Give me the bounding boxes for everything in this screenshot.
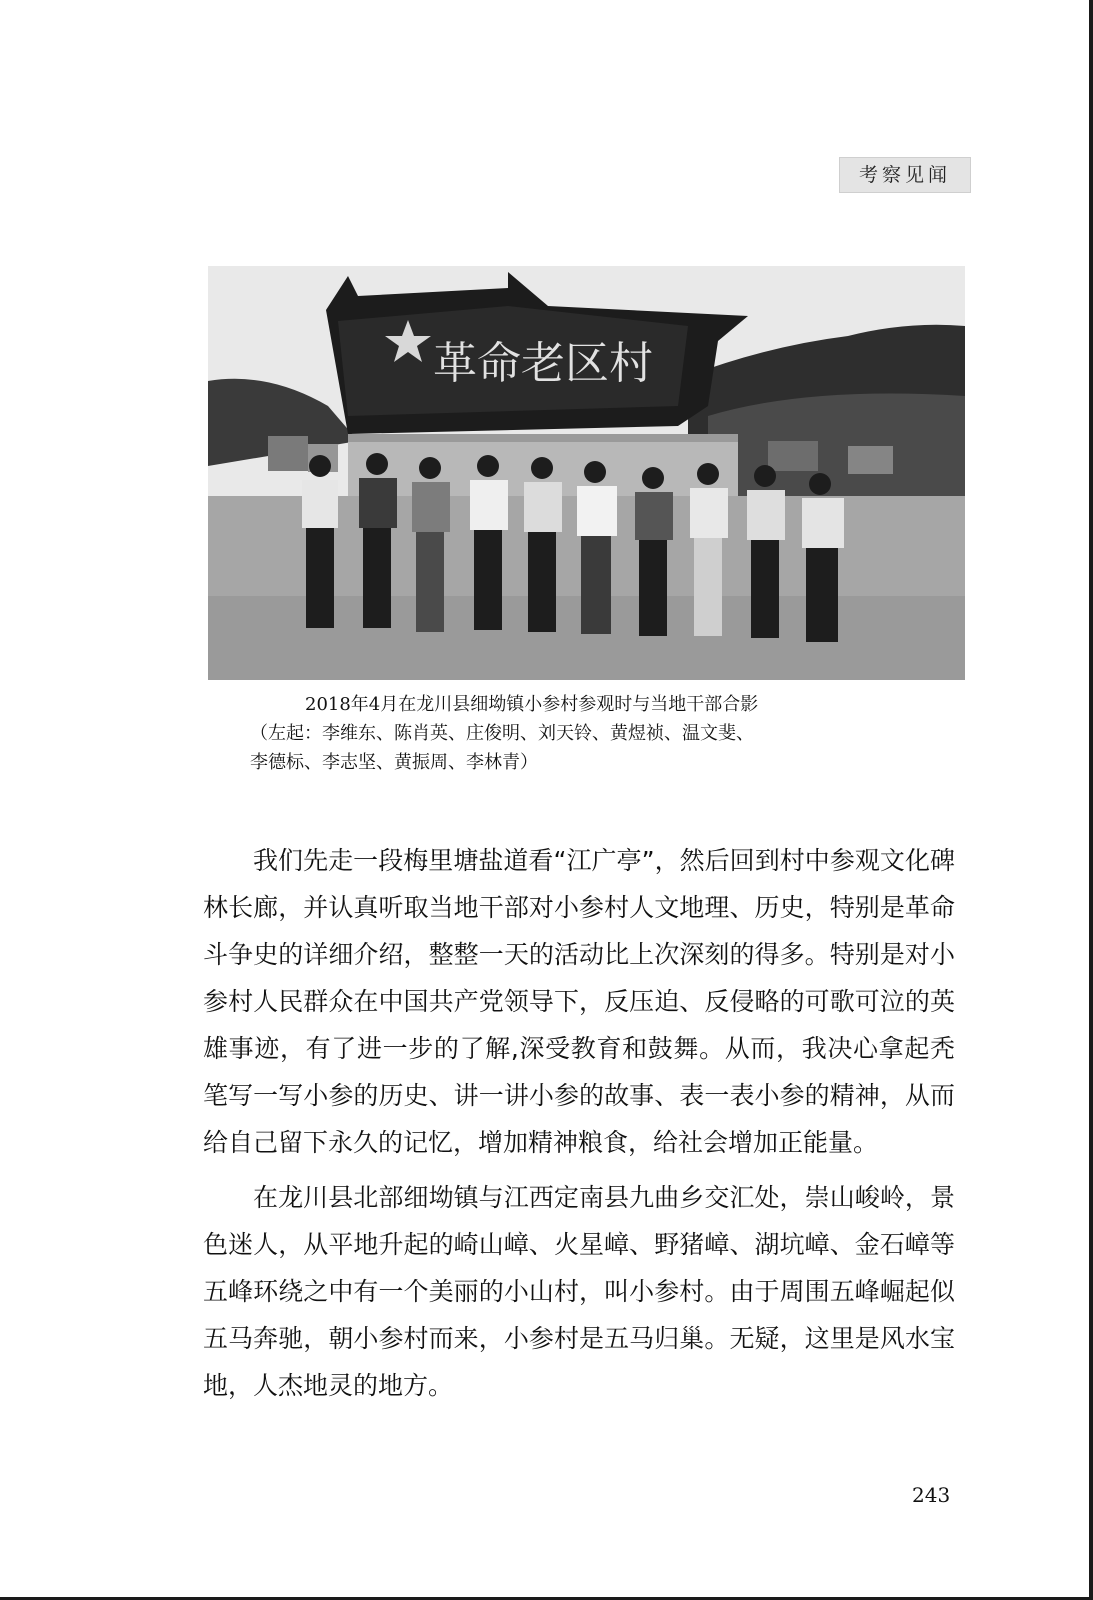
paragraph: 在龙川县北部细坳镇与江西定南县九曲乡交汇处，崇山峻岭，景色迷人，从平地升起的崎山嶂、火星嶂、野猪嶂、湖坑嶂、金石嶂等五峰环绕之中有一个美丽的小山村，叫小参村。由于周围五峰崛起似五马奔驰，朝小参村而来，小参村是五马归巢。无疑，这里是风水宝地，人杰地灵的地方。: [203, 1183, 955, 1400]
section-tag: 考察见闻: [839, 157, 971, 193]
caption-line: 李德标、李志坚、黄振周、李林青）: [250, 752, 538, 773]
body-text: [203, 837, 955, 1417]
paragraph: 我们先走一段梅里塘盐道看“江广亭”，然后回到村中参观文化碑林长廊，并认真听取当地干部对小参村人文地理、历史，特别是革命斗争史的详细介绍，整整一天的活动比上次深刻的得多。特别是对小参村人民群众在中国共产党领导下，反压迫、反侵略的可歌可泣的英雄事迹，有了进一步的了解,深受教育和鼓舞。从而，我决心拿起秃笔写一写小参的历史、讲一讲小参的故事、表一表小参的精神，从而给自己留下永久的记忆，增加精神粮食，给社会增加正能量。: [203, 846, 955, 1157]
caption-line: （左起：李维东、陈肖英、庄俊明、刘天铃、黄煜祯、温文斐、: [250, 723, 754, 744]
photo-caption: [250, 690, 950, 777]
scan-edge: [1089, 0, 1093, 1600]
monument-inscription: 革命老区村: [433, 338, 653, 389]
caption-line: 2018年4月在龙川县细坳镇小参村参观时与当地干部合影: [305, 694, 759, 715]
group-photo: [208, 266, 965, 680]
page-number: 243: [912, 1483, 951, 1507]
